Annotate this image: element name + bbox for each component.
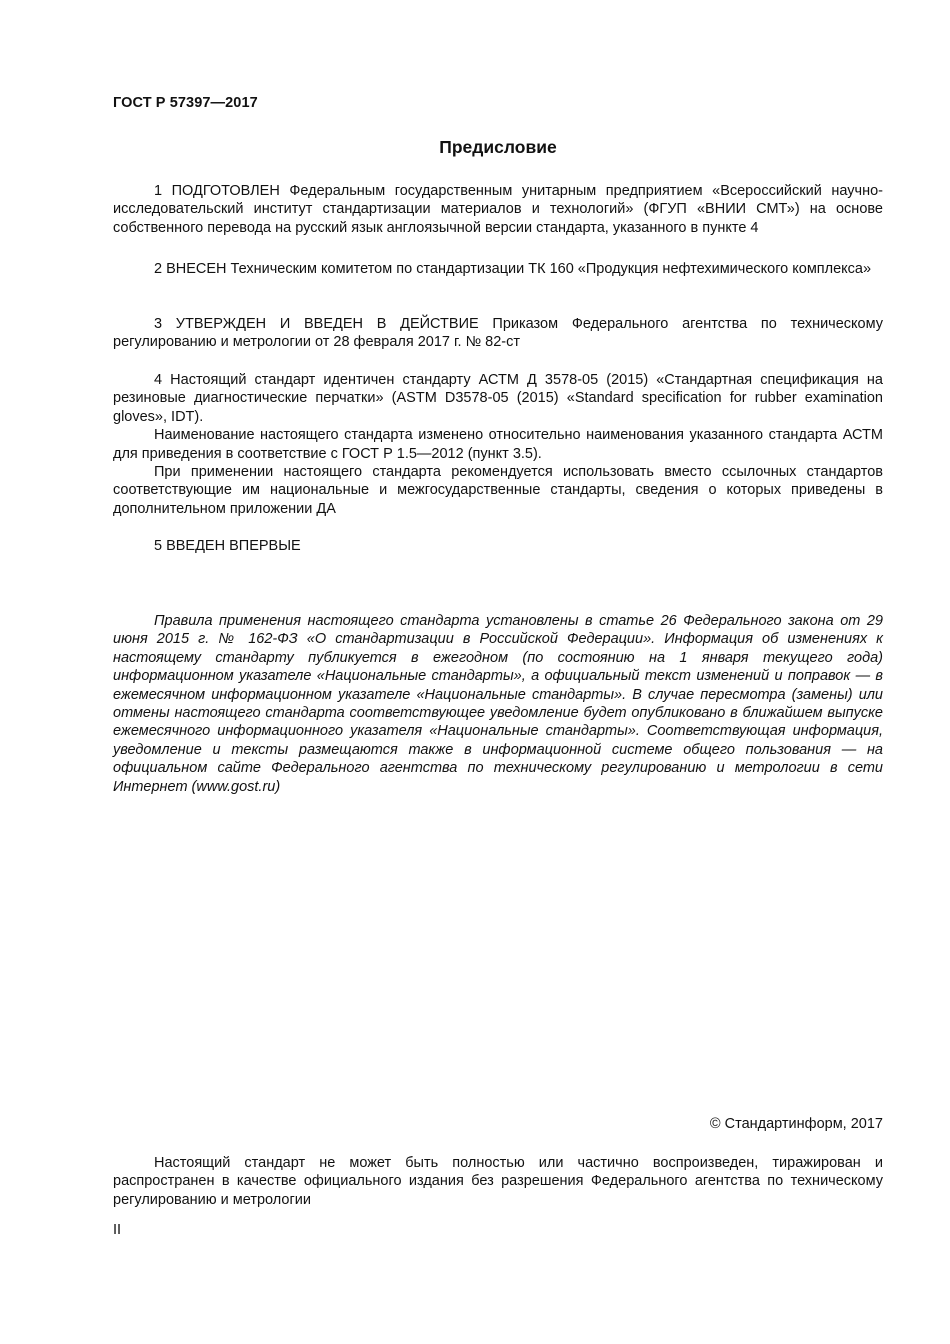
reproduction-notice-text: Настоящий стандарт не может быть полностью или частично воспроизведен, тиражирован и распространен в качестве официального издания без разрешения Федерального агентства по техническому регулированию и метрологии <box>113 1155 883 1208</box>
preface-section-3 <box>113 315 883 352</box>
section-paragraph: 2 ВНЕСЕН Техническим комитетом по стандартизации ТК 160 «Продукция нефтехимического комплекса» <box>154 261 872 277</box>
section-paragraph: При применении настоящего стандарта рекомендуется использовать вместо ссылочных стандартов соответствующие им национальные и межгосударственные стандарты, сведения о которых приведены в дополнительном приложении ДА <box>113 464 883 517</box>
section-paragraph: 5 ВВЕДЕН ВПЕРВЫЕ <box>154 538 301 554</box>
copyright-line: © Стандартинформ, 2017 <box>709 1116 883 1132</box>
preface-section-4 <box>113 371 883 518</box>
reproduction-notice <box>113 1154 883 1209</box>
rules-notice <box>113 612 883 796</box>
section-paragraph: 1 ПОДГОТОВЛЕН Федеральным государственным унитарным предприятием «Всероссийский научно-исследовательский институт стандартизации материалов и технологий» (ФГУП «ВНИИ СМТ») на основе собственного перевода на русский язык англоязычной версии стандарта, указанного в пункте 4 <box>113 183 883 236</box>
section-paragraph: Наименование настоящего стандарта изменено относительно наименования указанного стандарта АСТМ для приведения в соответствие с ГОСТ Р 1.5—2012 (пункт 3.5). <box>113 427 883 462</box>
preface-section-5 <box>113 537 883 555</box>
rules-notice-text: Правила применения настоящего стандарта установлены в статье 26 Федерального закона от 29 июня 2015 г. № 162-ФЗ «О стандартизации в Российской Федерации». Информация об изменениях к настоящему стандарту публикуется в ежегодном (по состоянию на 1 января текущего года) информационном указателе «Национальные стандарты», а официальный текст изменений и поправок — в ежемесячном информационном указателе «Национальные стандарты». В случае пересмотра (замены) или отмены настоящего стандарта соответствующее уведомление будет опубликовано в ближайшем выпуске ежемесячного информационного указателя «Национальные стандарты». Соответствующая информация, уведомление и тексты размещаются также в информационной системе общего пользования — на официальном сайте Федерального агентства по техническому регулированию и метрологии в сети Интернет (www.gost.ru) <box>113 613 883 795</box>
preface-section-2 <box>113 260 883 278</box>
preface-section-1 <box>113 182 883 237</box>
page-title: Предисловие <box>439 137 557 157</box>
section-paragraph: 3 УТВЕРЖДЕН И ВВЕДЕН В ДЕЙСТВИЕ Приказом Федерального агентства по техническому регулированию и метрологии от 28 февраля 2017 г. № 82-ст <box>113 316 883 351</box>
document-code: ГОСТ Р 57397—2017 <box>113 95 258 111</box>
page-number: II <box>113 1222 122 1238</box>
section-paragraph: 4 Настоящий стандарт идентичен стандарту АСТМ Д 3578-05 (2015) «Стандартная спецификация на резиновые диагностические перчатки» (ASTM D3578-05 (2015) «Standard specification for rubber examination gloves», IDT). <box>113 372 883 425</box>
